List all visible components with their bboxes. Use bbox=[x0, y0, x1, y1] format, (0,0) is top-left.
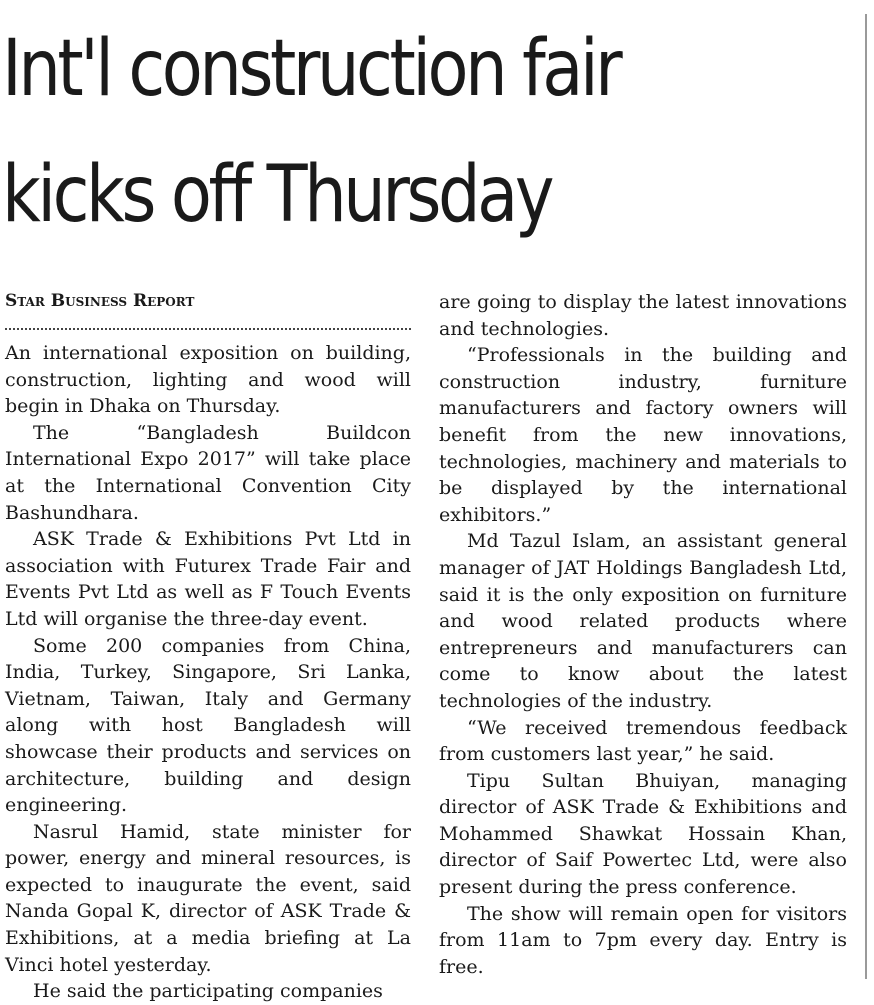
headline bbox=[2, 6, 733, 258]
article-column-left bbox=[5, 288, 411, 1005]
paragraph: The show will remain open for visitors from 11am to 7pm every day. Entry is free. bbox=[439, 902, 847, 978]
paragraph: ASK Trade & Exhibitions Pvt Ltd in association with Futurex Trade Fair and Events Pvt Ltd as well as F Touch Events Ltd will organise the three-day event. bbox=[5, 528, 411, 630]
article-column-right bbox=[439, 289, 847, 980]
paragraph: Tipu Sultan Bhuiyan, managing director of ASK Trade & Exhibitions and Mohammed Shawkat Hossain Khan, director of Saif Powertec Ltd, were also present during the press conference. bbox=[439, 769, 847, 899]
paragraph: Nasrul Hamid, state minister for power, energy and mineral resources, is expected to inaugurate the event, said Nanda Gopal K, director of ASK Trade & Exhibitions, at a media briefing at La Vinci hotel yesterday. bbox=[5, 820, 411, 976]
paragraph: Md Tazul Islam, an assistant general manager of JAT Holdings Bangladesh Ltd, said it is the only exposition on furniture and wood related products where entrepreneurs and manufacturers can come to know about the latest technologies of the industry. bbox=[439, 530, 847, 712]
paragraph: An international exposition on building, construction, lighting and wood will begin in Dhaka on Thursday. bbox=[5, 342, 411, 418]
column-divider-rule bbox=[865, 14, 867, 979]
paragraph: The “Bangladesh Buildcon International Expo 2017” will take place at the International Convention City Bashundhara. bbox=[5, 421, 411, 524]
paragraph: are going to display the latest innovations and technologies. bbox=[439, 291, 847, 340]
paragraph: Some 200 companies from China, India, Turkey, Singapore, Sri Lanka, Vietnam, Taiwan, Italy and Germany along with host Bangladesh will showcase their products and services on architecture, building and design engineering. bbox=[5, 634, 411, 817]
paragraph: “We received tremendous feedback from customers last year,” he said. bbox=[439, 716, 847, 766]
headline-line-1: Int'l construction fair bbox=[2, 24, 620, 114]
paragraph: He said the participating companies bbox=[33, 980, 383, 1003]
headline-line-2: kicks off Thursday bbox=[2, 150, 552, 240]
paragraph: “Professionals in the building and construction industry, furniture manufacturers and factory owners will benefit from the new innovations, technologies, machinery and materials to be displayed by the international exhibitors.” bbox=[439, 344, 847, 526]
byline: Star Business Report bbox=[5, 291, 195, 311]
dotted-separator bbox=[5, 328, 411, 330]
